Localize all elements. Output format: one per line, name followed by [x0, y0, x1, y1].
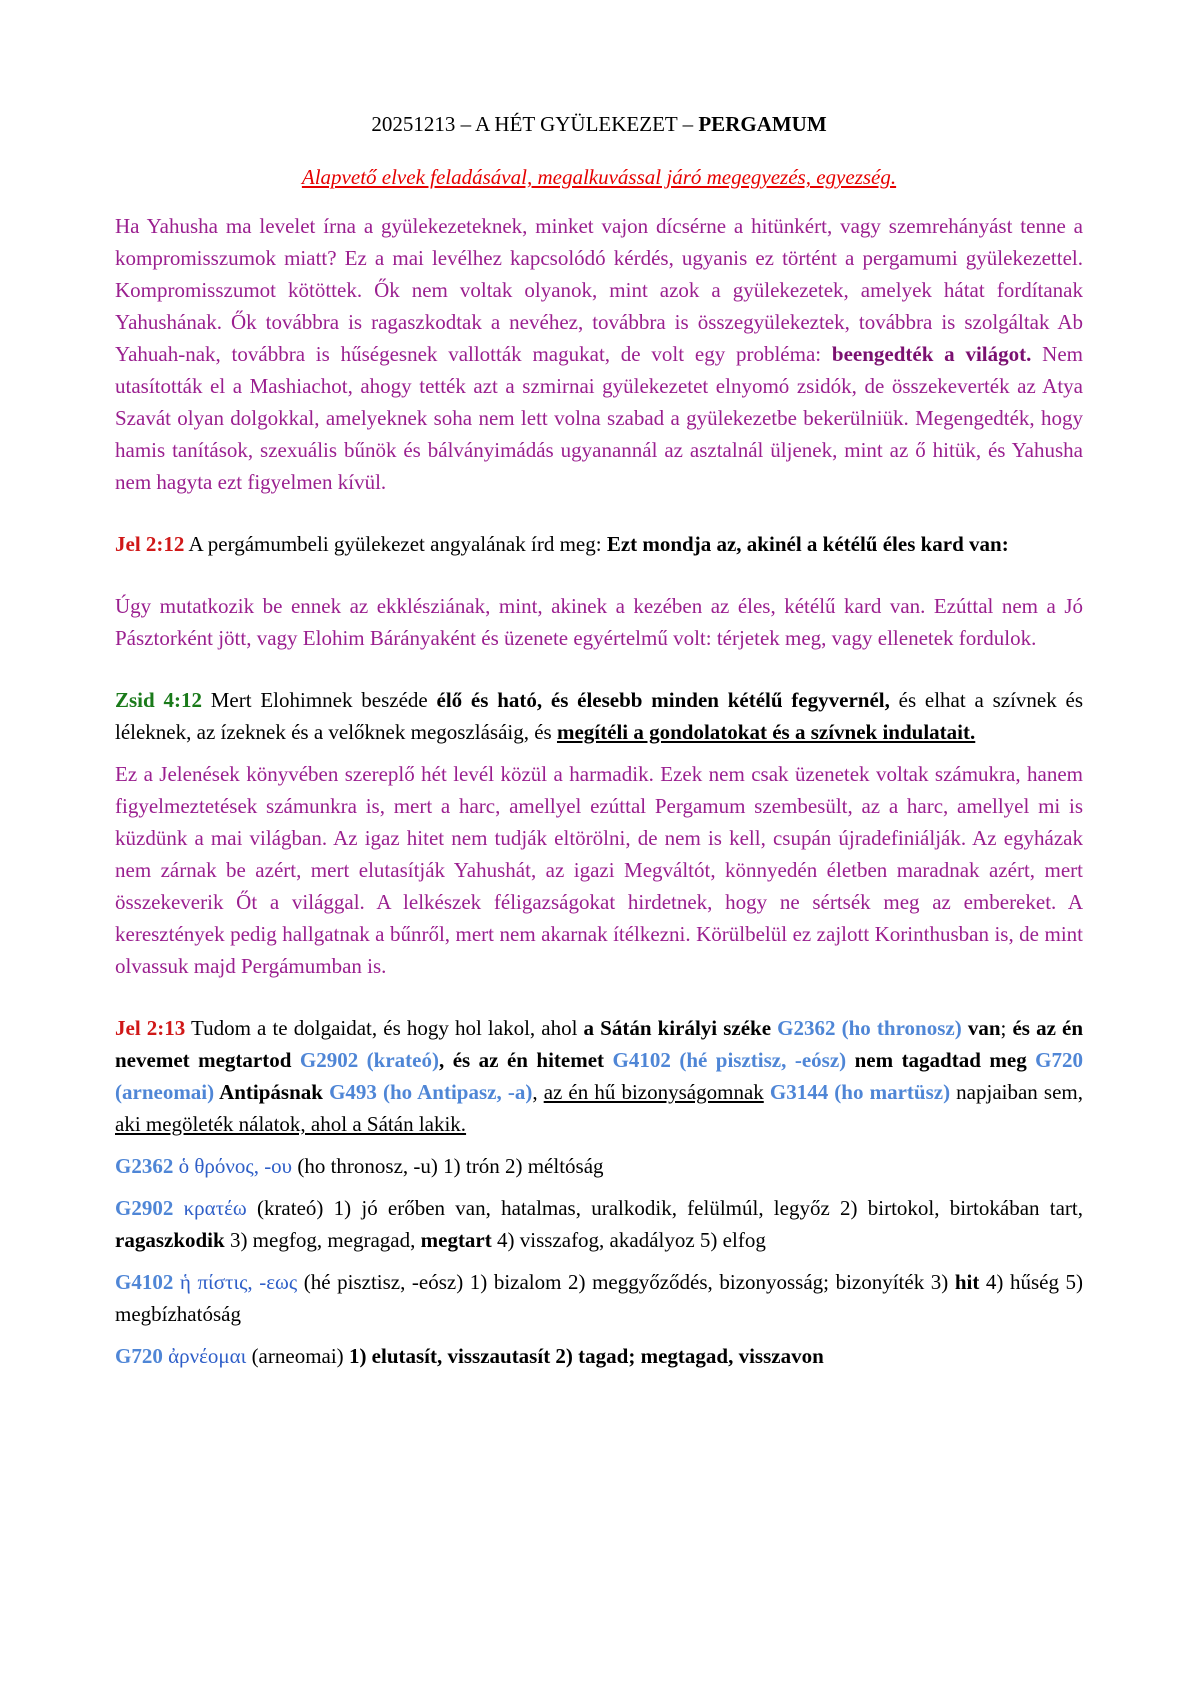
- lexicon-greek: ὁ θρόνος, -ου: [173, 1154, 293, 1178]
- intro-paragraph: Ha Yahusha ma levelet írna a gyülekezeteknek, minket vajon dícsérne a hitünkért, vagy szemrehányást tenne a kompromisszumok miatt? Ez a mai levélhez kapcsolódó kérdés, ugyanis ez történt a pergamumi gyülekezettel. Kompromisszumot kötöttek. Ők nem voltak olyanok, mint azok a gyülekezetek, amelyek hátat fordítanak Yahushának. Ők továbbra is ragaszkodtak a nevéhez, továbbra is összegyülekeztek, továbbra is szolgáltak Ab Yahuah-nak, továbbra is hűségesnek vallották magukat, de volt egy probléma: beengedték a világot. Nem utasították el a Mashiachot, ahogy tették azt a szmirnai gyülekezetet elnyomó zsidók, de összekeverték az Atya Szavát olyan dolgokkal, amelyeknek soha nem lett volna szabad a gyülekezetbe bekerülniük. Megengedték, hogy hamis tanítások, szexuális bűnök és bálványimádás ugyanannál az asztalnál üljenek, mint az ő hitük, és Yahusha nem hagyta ezt figyelmen kívül.: [115, 214, 1083, 494]
- lexicon-code: G4102: [115, 1270, 174, 1294]
- lexicon-code: G2902: [115, 1196, 174, 1220]
- verse-jel-2-12: Jel 2:12 A pergámumbeli gyülekezet angyalának írd meg: Ezt mondja az, akinél a kétélű éles kard van:: [115, 532, 1009, 556]
- title-bold: PERGAMUM: [698, 112, 827, 136]
- strong-number-link: G720 (arneomai): [115, 1048, 1084, 1104]
- lexicon-code: G720: [115, 1344, 163, 1368]
- subtitle: Alapvető elvek feladásával, megalkuvással járó megegyezés, egyezség.: [301, 165, 897, 189]
- strong-number-link: G2902 (krateó): [291, 1048, 439, 1072]
- strong-number-link: G2362 (ho thronosz): [771, 1016, 962, 1040]
- lexicon-entry-g2902: G2902 κρατέω (krateó) 1) jó erőben van, hatalmas, uralkodik, felülmúl, legyőz 2) birtokol, birtokában tart, ragaszkodik 3) megfog, megragad, megtart 4) visszafog, akadályoz 5) elfog: [115, 1196, 1083, 1252]
- lexicon-entry-g2362: G2362 ὁ θρόνος, -ου (ho thronosz, -u) 1) trón 2) méltóság: [115, 1154, 604, 1178]
- strong-number-link: G493 (ho Antipasz, -a): [322, 1080, 533, 1104]
- lexicon-code: G2362: [115, 1154, 174, 1178]
- verse-zsid-4-12: Zsid 4:12 Mert Elohimnek beszéde élő és ható, és élesebb minden kétélű fegyvernél, és elhat a szívnek és léleknek, az ízeknek és a velőknek megoszlásáig, és megítéli a gondolatokat és a szívnek indulatait.: [115, 688, 1083, 744]
- verse-reference: Zsid 4:12: [115, 688, 202, 712]
- verse-reference: Jel 2:13: [115, 1016, 186, 1040]
- lexicon-entry-g4102: G4102 ἡ πίστις, -εως (hé pisztisz, -eósz) 1) bizalom 2) meggyőződés, bizonyosság; bizonyíték 3) hit 4) hűség 5) megbízhatóság: [115, 1270, 1083, 1326]
- commentary-paragraph-3: Ez a Jelenések könyvében szereplő hét levél közül a harmadik. Ezek nem csak üzenetek voltak számukra, hanem figyelmeztetések számunkra is, mert a harc, amellyel ezúttal Pergamum szembesült, az a harc, amellyel mi is küzdünk a mai világban. Az igaz hitet nem tudják eltörölni, de nem is kell, csupán újradefiniálják. Az egyházak nem zárnak be azért, mert elutasítják Yahushát, az igazi Megváltót, könnyedén életben maradnak azért, mert összekeverik Őt a világgal. A lelkészek féligazságokat hirdetnek, hogy ne sértsék meg az embereket. A keresztények pedig hallgatnak a bűnről, mert nem akarnak ítélkezni. Körülbelül ez zajlott Korinthusban is, de mint olvassuk majd Pergámumban is.: [115, 762, 1083, 978]
- lexicon-greek: ἀρνέομαι: [162, 1344, 247, 1368]
- commentary-paragraph-2: Úgy mutatkozik be ennek az ekklésziának, mint, akinek a kezében az éles, kétélű kard van. Ezúttal nem a Jó Pásztorként jött, vagy Elohim Bárányaként és üzenete egyértelmű volt: térjetek meg, vagy ellenetek fordulok.: [115, 594, 1083, 650]
- strong-number-link: G4102 (hé pisztisz, -eósz): [604, 1048, 847, 1072]
- lexicon-greek: ἡ πίστις, -εως: [173, 1270, 298, 1294]
- strong-number-link: G3144 (ho martüsz): [763, 1080, 951, 1104]
- page-title: 20251213 – A HÉT GYÜLEKEZET – PERGAMUM: [371, 112, 827, 136]
- verse-reference: Jel 2:12: [115, 532, 185, 556]
- lexicon-entry-g720: G720 ἀρνέομαι (arneomai) 1) elutasít, visszautasít 2) tagad; megtagad, visszavon: [115, 1344, 824, 1368]
- document-page: [115, 108, 1083, 1372]
- lexicon-greek: κρατέω: [173, 1196, 247, 1220]
- verse-jel-2-13: Jel 2:13 Tudom a te dolgaidat, és hogy hol lakol, ahol a Sátán királyi széke G2362 (ho thronosz) van; és az én nevemet megtartod G2902 (krateó), és az én hitemet G4102 (hé pisztisz, -eósz) nem tagadtad meg G720 (arneomai) Antipásnak G493 (ho Antipasz, -a), az én hű bizonyságomnak G3144 (ho martüsz) napjaiban sem, aki megöleték nálatok, ahol a Sátán lakik.: [115, 1016, 1084, 1136]
